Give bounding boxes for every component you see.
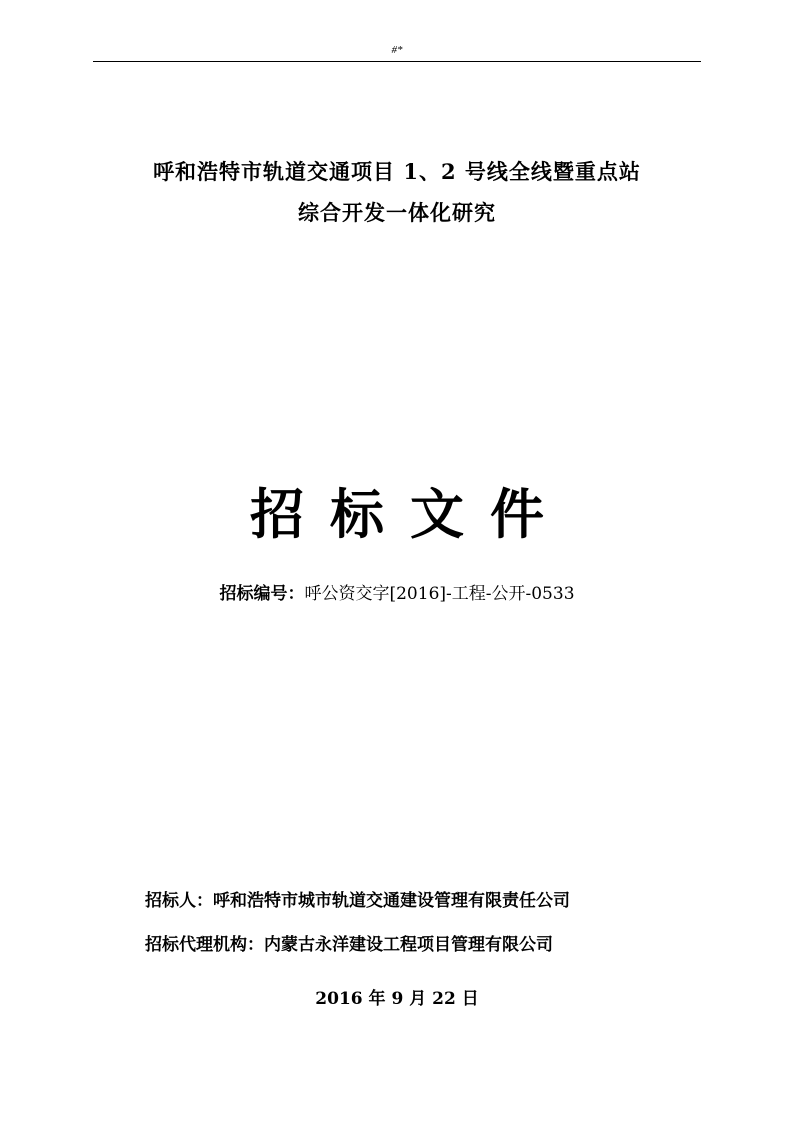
tenderer-value: 呼和浩特市城市轨道交通建设管理有限责任公司 <box>213 891 570 911</box>
project-title-line-2: 综合开发一体化研究 <box>298 200 496 225</box>
project-title-line-1: 呼和浩特市轨道交通项目 1、2 号线全线暨重点站 <box>153 159 641 184</box>
tender-number <box>0 583 794 605</box>
agent-value: 内蒙古永洋建设工程项目管理有限公司 <box>264 935 553 955</box>
tenderer-label: 招标人： <box>145 891 213 911</box>
header-rule <box>93 61 701 62</box>
agent-line <box>145 934 553 956</box>
tender-number-label: 招标编号： <box>219 584 305 604</box>
document-title: 招标文件 <box>250 482 570 546</box>
agent-label: 招标代理机构： <box>145 935 264 955</box>
tender-number-value: 呼公资交字[2016]-工程-公开-0533 <box>304 584 575 604</box>
document-date: 2016 年 9 月 22 日 <box>315 989 479 1009</box>
tenderer-line <box>145 890 570 912</box>
header-mark: #* <box>391 44 403 56</box>
